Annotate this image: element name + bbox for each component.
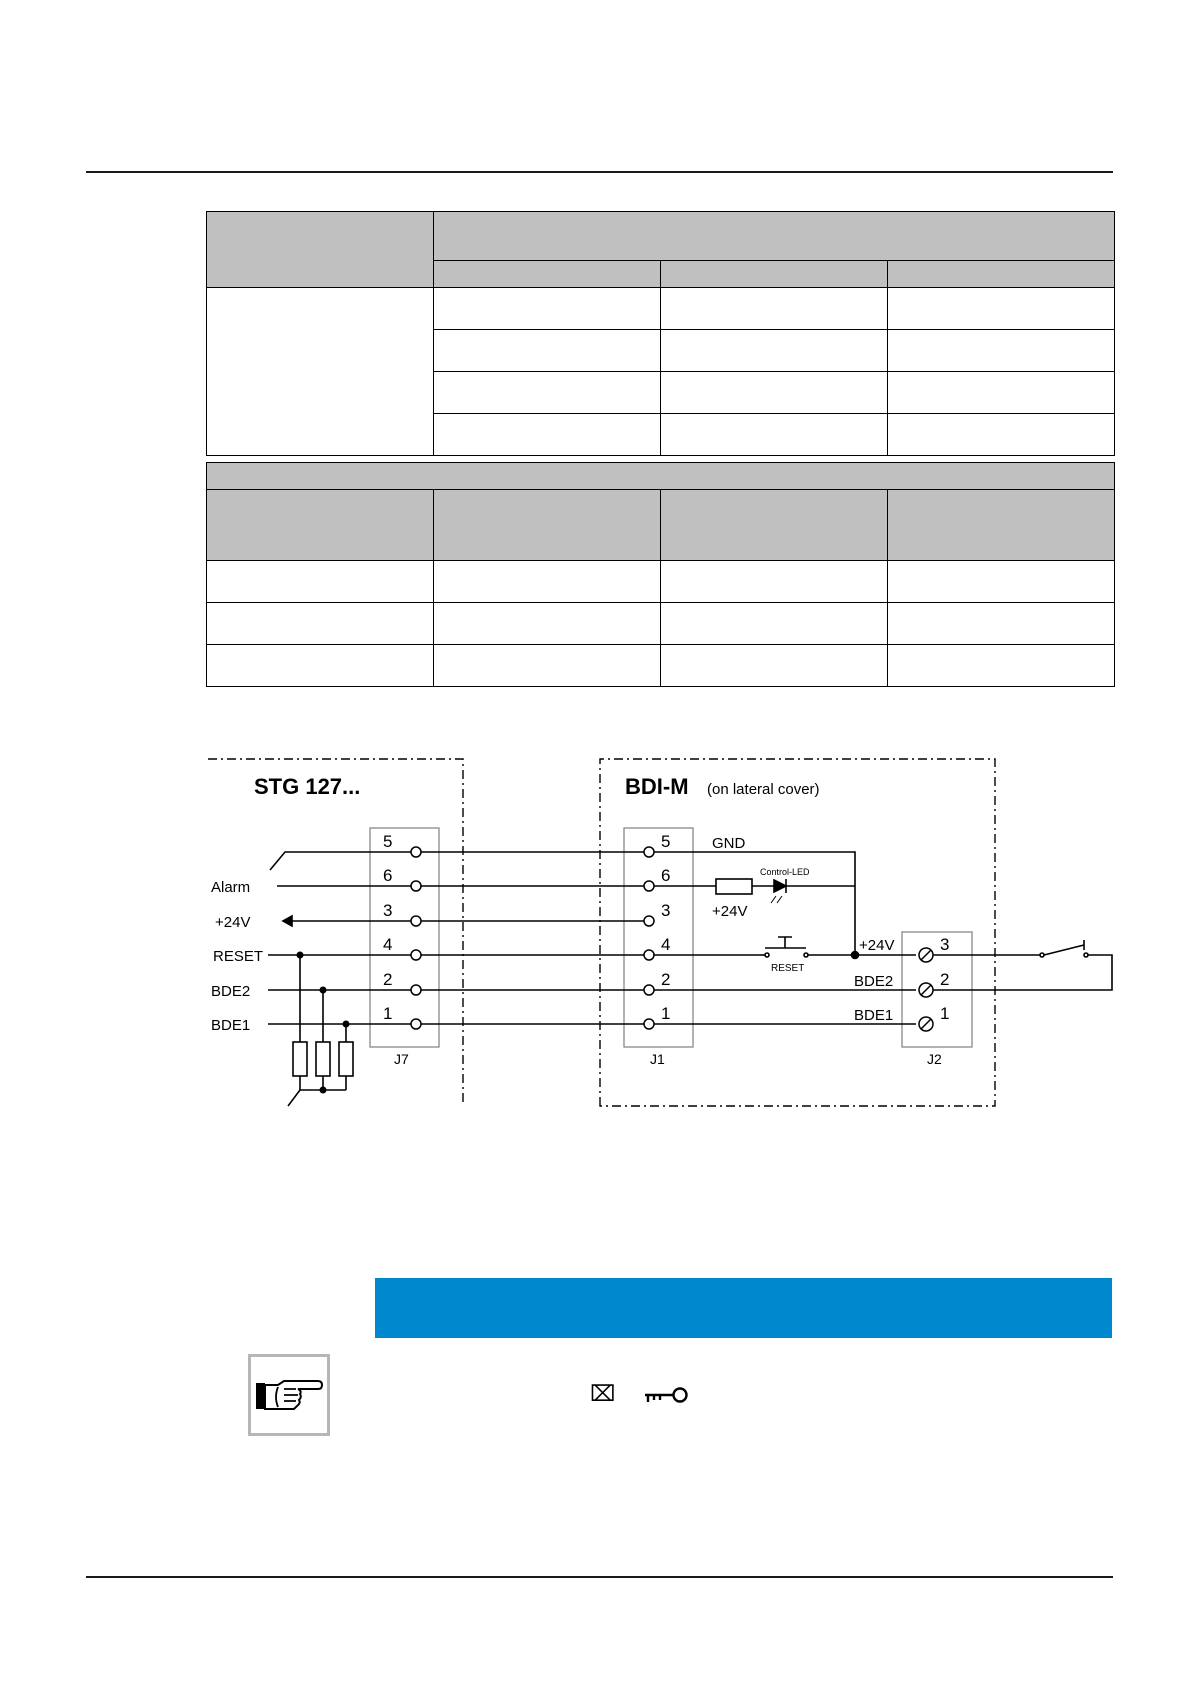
pin-number: 3 — [383, 901, 393, 920]
lower-table-header — [434, 490, 661, 561]
stg-boundary — [208, 759, 463, 1106]
gnd-label: GND — [712, 835, 746, 852]
table-cell — [661, 645, 888, 687]
key-icon — [642, 1385, 688, 1410]
table-cell — [888, 414, 1115, 456]
lower-table-header — [661, 490, 888, 561]
upper-table-group-header — [434, 212, 1115, 261]
external-switch — [1044, 945, 1084, 955]
led-diode — [774, 880, 786, 892]
signal-label: Alarm — [211, 879, 251, 896]
table-cell — [207, 603, 434, 645]
table-cell — [888, 561, 1115, 603]
j1-label: J1 — [650, 1051, 665, 1067]
table-cell — [434, 603, 661, 645]
bdi-title: BDI-M — [625, 774, 689, 799]
table-cell — [661, 561, 888, 603]
table-cell — [207, 645, 434, 687]
pin-number: 1 — [383, 1004, 393, 1023]
table-cell — [434, 372, 661, 414]
signal-label: BDE1 — [211, 1017, 251, 1034]
lower-table-header — [888, 490, 1115, 561]
pin-number: 6 — [383, 866, 393, 885]
j7-label: J7 — [394, 1051, 409, 1067]
pin-number: 4 — [383, 935, 393, 954]
pin-number: 3 — [661, 901, 671, 920]
pin-number: 1 — [940, 1004, 950, 1023]
pull-resistor — [339, 1042, 353, 1076]
table-cell — [434, 330, 661, 372]
upper-table-subheader — [661, 261, 888, 288]
upper-table-row-label — [207, 288, 434, 456]
j2-label: J2 — [927, 1051, 942, 1067]
bdi-subtitle: (on lateral cover) — [707, 781, 820, 798]
signal-label: +24V — [215, 914, 251, 931]
pull-resistor — [316, 1042, 330, 1076]
pin-number: 6 — [661, 866, 671, 885]
table-cell — [434, 645, 661, 687]
table-cell — [888, 645, 1115, 687]
j2-signal-label: +24V — [859, 937, 895, 954]
lower-table-header — [207, 490, 434, 561]
lower-table — [206, 462, 1115, 687]
reset-button — [765, 937, 806, 948]
control-led-label: Control-LED — [760, 867, 810, 877]
table-cell — [434, 561, 661, 603]
table-cell — [661, 414, 888, 456]
signal-label: RESET — [213, 948, 264, 965]
signal-label: BDE2 — [211, 983, 251, 1000]
j2-signal-label: BDE2 — [854, 973, 894, 990]
wiring-diagram — [0, 740, 1190, 1120]
header-rule — [86, 171, 1113, 173]
upper-table-subheader — [434, 261, 661, 288]
table-cell — [888, 603, 1115, 645]
reset-button-label: RESET — [771, 963, 805, 974]
led-resistor — [716, 879, 752, 894]
table-cell — [434, 414, 661, 456]
pointing-hand-icon — [248, 1354, 330, 1436]
table-cell — [661, 372, 888, 414]
pin-number: 2 — [940, 970, 950, 989]
stg-title: STG 127... — [254, 774, 361, 799]
pin-number: 3 — [940, 935, 950, 954]
upper-table-corner-header — [207, 212, 434, 288]
pin-number: 4 — [661, 935, 671, 954]
upper-table — [206, 211, 1115, 456]
pin-number: 2 — [661, 970, 671, 989]
table-cell — [661, 330, 888, 372]
j1-connector — [624, 828, 693, 1047]
section-banner — [375, 1278, 1112, 1338]
lower-table-title-bar — [207, 463, 1115, 490]
pull-resistor — [293, 1042, 307, 1076]
pin-number: 1 — [661, 1004, 671, 1023]
plus24v-label: +24V — [712, 903, 748, 920]
table-cell — [661, 603, 888, 645]
table-cell — [661, 288, 888, 330]
table-cell — [888, 372, 1115, 414]
pin-number: 2 — [383, 970, 393, 989]
table-cell — [888, 330, 1115, 372]
table-cell — [434, 288, 661, 330]
table-cell — [888, 288, 1115, 330]
j2-signal-label: BDE1 — [854, 1007, 894, 1024]
upper-table-subheader — [888, 261, 1115, 288]
footer-rule — [86, 1576, 1113, 1578]
j7-connector — [370, 828, 439, 1047]
pin-number: 5 — [661, 832, 671, 851]
crossed-box-icon: ⌧ — [590, 1381, 616, 1406]
pin-number: 5 — [383, 832, 393, 851]
table-cell — [207, 561, 434, 603]
